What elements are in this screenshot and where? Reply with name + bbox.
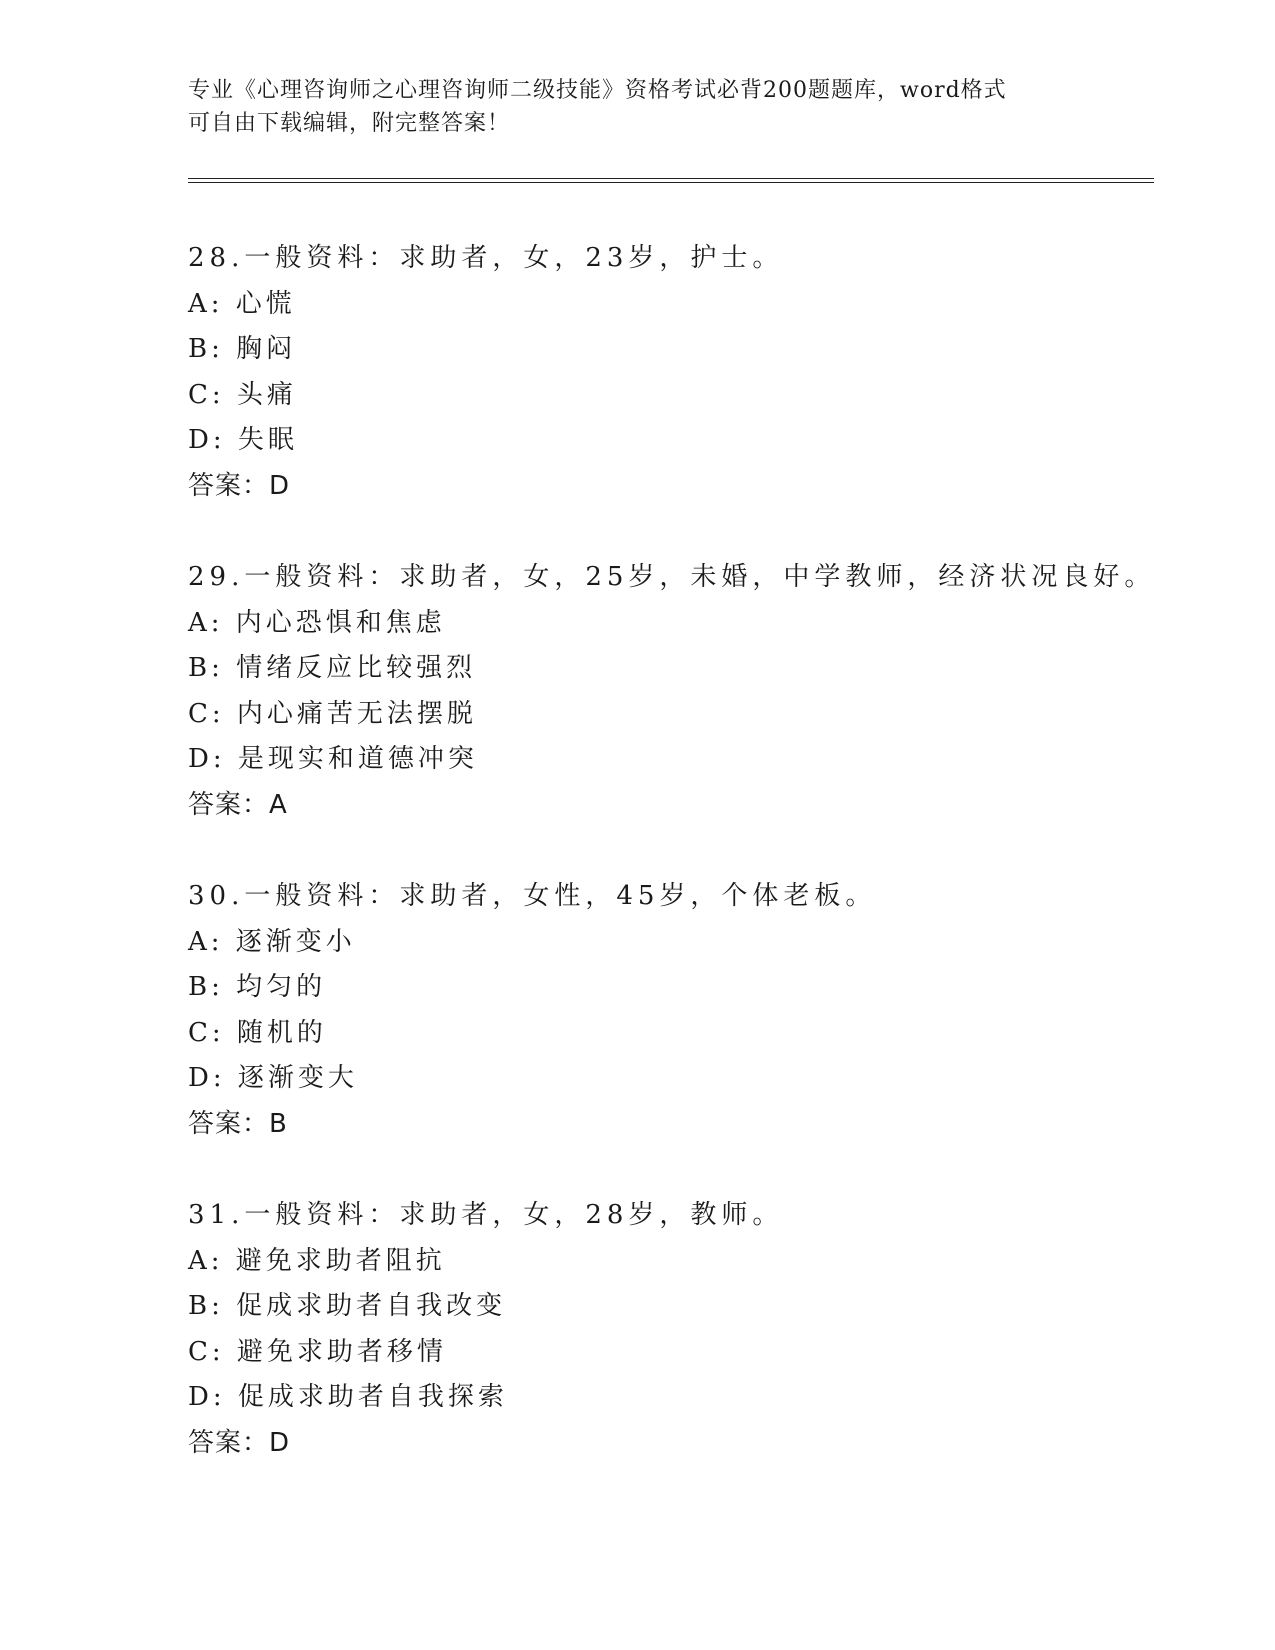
option-b: B: 均匀的	[188, 972, 327, 1002]
question-29	[188, 555, 1156, 874]
answer-line: 答案：A	[188, 789, 288, 820]
question-31	[188, 1193, 1148, 1512]
document-header	[188, 74, 1068, 140]
option-c: C: 头痛	[188, 379, 297, 410]
question-stem: 29.一般资料：求助者，女，25岁，未婚，中学教师，经济状况良好。	[188, 562, 1156, 592]
option-c: C: 避免求助者移情	[188, 1336, 447, 1367]
option-b: B: 情绪反应比较强烈	[188, 653, 477, 683]
option-d: D: 是现实和道德冲突	[188, 744, 478, 774]
option-a: A: 心慌	[188, 288, 296, 319]
option-b: B: 胸闷	[188, 334, 297, 364]
option-a: A: 逐渐变小	[188, 926, 356, 957]
question-stem: 28.一般资料：求助者，女，23岁，护士。	[188, 243, 784, 273]
question-stem: 31.一般资料：求助者，女，28岁，教师。	[188, 1200, 784, 1230]
header-divider	[188, 178, 1154, 183]
question-list	[188, 236, 1156, 1512]
question-28	[188, 236, 1148, 555]
option-c: C: 随机的	[188, 1017, 327, 1048]
question-stem: 30.一般资料：求助者，女性，45岁，个体老板。	[188, 881, 877, 911]
option-d: D: 失眠	[188, 425, 298, 455]
answer-line: 答案：B	[188, 1108, 288, 1139]
option-c: C: 内心痛苦无法摆脱	[188, 698, 477, 729]
option-d: D: 逐渐变大	[188, 1063, 358, 1093]
answer-line: 答案：D	[188, 1427, 291, 1458]
option-a: A: 内心恐惧和焦虑	[188, 607, 446, 638]
header-line-1: 专业《心理咨询师之心理咨询师二级技能》资格考试必背200题题库，word格式	[188, 78, 1007, 103]
header-line-2: 可自由下载编辑，附完整答案！	[188, 111, 511, 136]
option-b: B: 促成求助者自我改变	[188, 1291, 507, 1321]
question-30	[188, 874, 1148, 1193]
option-d: D: 促成求助者自我探索	[188, 1382, 508, 1412]
option-a: A: 避免求助者阻抗	[188, 1245, 446, 1276]
answer-line: 答案：D	[188, 470, 291, 501]
